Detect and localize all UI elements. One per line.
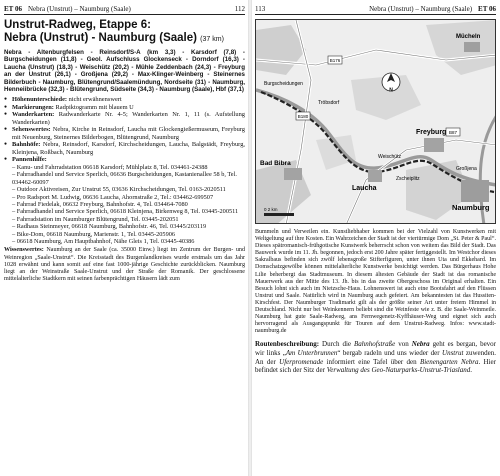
info-item [4, 141, 245, 156]
text-run: Routenbeschreibung: [255, 340, 320, 349]
text-run: informiert eine Tafel über den [323, 357, 420, 366]
text-run: zuwenden. An der [255, 349, 496, 366]
road-shield-label: B180 [297, 114, 309, 120]
text-run: Unstrut [442, 349, 464, 357]
list-item: – Fahrrad Fiedelak, 06632 Freyburg, Bahnhofstr. 4, Tel. 034464-7080 [12, 200, 188, 208]
text-run: Uferpromenade [279, 357, 324, 366]
text-run: Bienengarten Nebra [419, 357, 479, 366]
route-map-svg [256, 20, 496, 224]
page-header-left [4, 4, 245, 15]
text-run: Nebra [411, 340, 430, 349]
route-map [255, 19, 496, 224]
stage-title-line1: Unstrut-Radweg, Etappe 6: [4, 19, 151, 31]
scale-label: 0 2 km [264, 207, 278, 212]
place-label: Bad Bibra [260, 160, 291, 167]
text-run: Durch die [319, 340, 355, 349]
list-item: – Fahrradhandel und Service Sperlich, 06636 Burgscheidungen, Kastanienallee 58 b, Tel. 034462-60097 [12, 171, 237, 186]
place-label: Großjena [456, 166, 477, 172]
left-page [0, 0, 248, 476]
wissenswertes-text: Naumburg an der Saale (ca. 35000 Einw.) liegt im Zentrum der Burgen- und Weinregion „Saale-Unstrut“. Die Kreisstadt des Burgenlandkreises wurde erstmals um das Jahr 1028 erwähnt und kann somit auf eine fast 1000-jährige Geschichte zurückblicken. Naumburg liegt an der Weinstraße Saale-Unstrut und der Straße der Romanik. Der geschlossene mittelalterliche Stadtkern mit seinen farbenprächtigen Häusern lädt zum [4, 247, 245, 283]
north-label: N [389, 87, 393, 94]
page-number: 112 [234, 5, 245, 13]
section-code: ET 06 [478, 5, 496, 13]
place-label: Zscheiplitz [396, 176, 420, 182]
text-run: Bahnhofstraße [354, 340, 396, 349]
place-label: Tröbsdorf [318, 100, 340, 106]
place-label: Mücheln [456, 34, 481, 40]
info-item [4, 111, 245, 126]
page-number: 113 [255, 5, 266, 13]
wissenswertes-label: Wissenswertes: [4, 247, 44, 254]
list-item: – Pro Radsport M. Ludwig, 06636 Laucha, Ahornstraße 2, Tel.: 034462-699507 [12, 193, 214, 201]
info-item [4, 104, 245, 112]
info-list [4, 96, 245, 164]
info-text: Radpiktogramm mit blauem U [53, 103, 134, 111]
info-item [4, 126, 245, 141]
list-item: – Kanu- und Fahrradstation 06618 Karsdorf; Mühlplatz 8, Tel. 034461-24388 [12, 163, 208, 171]
town-area [461, 180, 489, 202]
town-area [284, 168, 302, 180]
info-label: Bahnhöfe: [12, 141, 41, 149]
road-shield [328, 56, 342, 64]
place-label: Laucha [352, 185, 377, 192]
info-item [4, 96, 245, 104]
town-area [424, 138, 444, 152]
list-item: – Bike-Dom, 06618 Naumburg, Marienstr. 1, Tel. 03445-205906 [12, 230, 176, 238]
info-text: Nebra, Reinsdorf, Karsdorf, Kirchscheidungen, Laucha, Balgstädt, Freyburg, Kleinjena, Roßbach, Naumburg [12, 141, 245, 156]
list-item: – Outdoor Aktivreisen, Zur Unstrut 55, 03636 Kirchscheidungen, Tel. 0163-2020511 [12, 186, 226, 194]
stage-title-route: Nebra (Unstrut) - Naumburg (Saale) [4, 31, 197, 44]
town-area [464, 42, 480, 52]
continuation-text: Bummeln und Verweilen ein. Kunstliebhaber kommen bei der Vielzahl von Kunstwerken mit Weltgeltung auf ihre Kosten. Ein Wahrzeichen der Stadt ist der viertürmige Dom „St. Peter & Paul“. Dieses spätromanisch-frühgotische Kunstwerk beherrscht schon von weitem das Bild der Stadt. Das Bauwerk wurde im 11. Jh. begonnen, jedoch erst 200 Jahre später fertiggestellt. Im Westchor dieses Sakralbaus befinden sich zwölf lebensgroße Stifterfiguren, unter ihnen Uta und Ekkehard. Im Domschatzgewölbe können mittelalterliche Kunstwerke besichtigt werden. Das Bürgerhaus Hohe Lilie beherbergt das Stadtmuseum. In diesem ältesten Gebäude der Stadt ist das romanische Mauerwerk aus der Mitte des 13. Jh. bis in das zweite Obergeschoss im Original erhalten. Ein Besuch lohnt sich auch im Nietzsche-Haus. Lohnenswert ist auch eine Bootsfahrt auf den Flüssen Unstrut und Saale. Natürlich wird in Naumburg auch gefeiert. Am bekanntesten ist das Hussiten-Kirschfest. Der Naumburger Tradimarkt gilt als der größte seiner Art unter freiem Himmel in Deutschland. Nicht nur bei Weinkennern beliebt sind die Weinfeste wie z. B. die Saale-Weinmeile. Naumburg hat gute Saale-Radweg, ans Fernwegenetz-Kyffhäuser-Weg und eignet sich auch hervorragend als Ausgangspunkt für Touren auf dem Unstrut-Radweg. Infos: www.stadt-naumburg.de [255, 229, 496, 335]
info-label: Sehenswertes: [12, 126, 51, 134]
text-run: . [470, 366, 472, 375]
running-title: Nebra (Unstrut) – Naumburg (Saale) [27, 5, 131, 13]
info-item [4, 156, 245, 164]
place-label: Burgscheidungen [264, 81, 303, 87]
list-item: – Radhaus Steinmeyer, 06618 Naumburg, Bahnhofstr. 46, Tel. 03445/203119 [12, 223, 207, 231]
stage-title [4, 19, 245, 46]
list-item: – 06618 Naumburg, Am Hauptbahnhof, Nähe Gleis 1, Tel. 03445-40386 [12, 238, 195, 245]
text-run: von [395, 340, 412, 349]
info-label: Pannenhilfe: [12, 156, 47, 164]
info-label: Höhenunterschiede: [12, 96, 68, 104]
road-shield [296, 112, 310, 120]
town-area [368, 170, 382, 182]
place-label: Weischütz [378, 154, 401, 160]
text-run: geht es bergan, bevor wir links „ [255, 340, 497, 357]
info-text: Nebra, Kirche in Reinsdorf, Laucha mit Glockengießermuseum, Freyburg mit Neuenburg, Steinernes Bilderbogen, Blütengrund, Naumburg [12, 126, 245, 141]
text-run: . Hier befindet sich der Sitz der [255, 357, 496, 375]
place-label: Freyburg [416, 129, 447, 136]
info-text: Radwanderkarte Nr. 4-5; Wanderkarten Nr. 1, 11 (s. Aufstellung Wanderkarten) [12, 111, 245, 126]
text-run: Am Unterbrunnen [285, 349, 338, 357]
road-shield-label: B176 [329, 58, 341, 64]
page-header-right [255, 4, 496, 15]
road-shield [446, 128, 460, 136]
road-shield-label: B87 [448, 130, 458, 136]
routenbeschreibung-paragraph [255, 340, 496, 374]
stage-distance: (37 km) [200, 35, 224, 43]
list-item: – Fahrradhandel und Service Sperlich, 06618 Kleinjena, Birkenweg 8, Tel. 03445-200511 [12, 208, 239, 216]
running-title: Nebra (Unstrut) – Naumburg (Saale) [369, 5, 473, 13]
wissenswertes-paragraph [4, 247, 245, 283]
pannenhilfe-list [4, 164, 245, 245]
text-run: Verwaltung des Geo-Naturparks-Unstrut-Triasland [326, 366, 471, 375]
right-page [252, 0, 500, 476]
info-label: Markierungen: [12, 103, 54, 111]
info-text: nicht erwähnenswert [67, 96, 122, 104]
section-code: ET 06 [4, 5, 22, 13]
text-run: “ bergab radeln und uns wieder der [337, 349, 443, 357]
info-label: Wanderkarten: [12, 111, 55, 119]
route-stations: Nebra - Altenburgfelsen - Reinsdorf/S-A (km 3,3) - Karsdorf (7,8) - Burgscheidungen (11,8) - Geol. Aufschluss Glockenseck - Dorndorf (16,3) - Laucha (Unstrut) (18,3) - Weischütz (20,2) - Mühle Zeddenbach (24,3) - Freyburg an der Unstrut (26,1) - Großjena (29,2) - Max-Klinger-Weinberg - Steinernes Bilderbuch - Naumburg, Blütengrund/Saalemündung, Nordseite (31) - Naumburg, Henneiibrücke (32,3) - Blütengrund, Südseite (34,3) - Naumburg (Saale), Hbf (37,1) [4, 49, 245, 94]
stage-title-line2 [4, 32, 245, 47]
list-item: – Fahrradstation im Naumburger Blütengrund, Tel. 03445-202051 [12, 215, 179, 223]
place-label: Naumburg [452, 203, 490, 212]
